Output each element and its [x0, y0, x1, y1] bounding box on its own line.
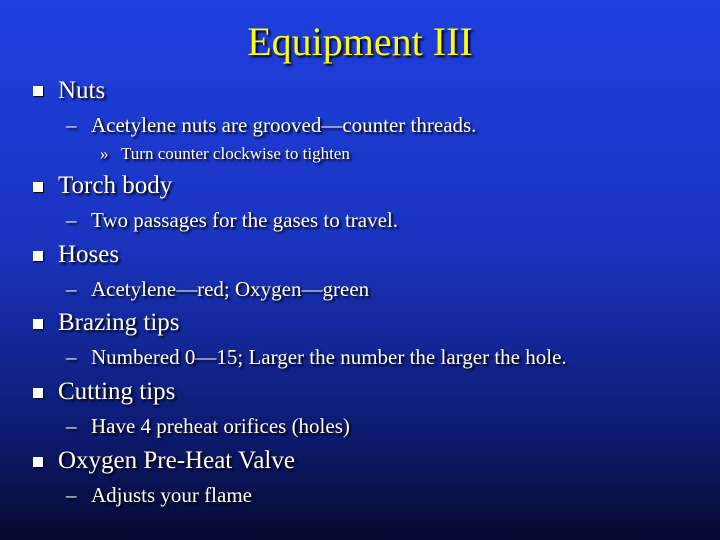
- sub-bullet-nuts: Acetylene nuts are grooved—counter threads.: [91, 113, 477, 137]
- dash-icon: –: [66, 483, 77, 507]
- square-bullet-icon: [33, 388, 43, 398]
- sub-bullet-torch-body: Two passages for the gases to travel.: [91, 208, 399, 232]
- bullet-torch-body: Torch body: [58, 172, 173, 199]
- raquo-icon: »: [100, 144, 109, 163]
- sub-bullet-cutting-tips: Have 4 preheat orifices (holes): [91, 414, 350, 438]
- dash-icon: –: [66, 345, 77, 369]
- square-bullet-icon: [33, 251, 43, 261]
- bullet-oxygen-preheat-valve: Oxygen Pre-Heat Valve: [58, 447, 295, 474]
- square-bullet-icon: [33, 457, 43, 467]
- dash-icon: –: [66, 113, 77, 137]
- sub-bullet-brazing-tips: Numbered 0—15; Larger the number the larger the hole.: [91, 345, 567, 369]
- sub-bullet-oxygen-preheat-valve: Adjusts your flame: [91, 483, 252, 507]
- sub-bullet-hoses: Acetylene—red; Oxygen—green: [91, 277, 370, 301]
- sub-sub-bullet-nuts: Turn counter clockwise to tighten: [121, 144, 350, 163]
- bullet-hoses: Hoses: [58, 241, 120, 268]
- dash-icon: –: [66, 208, 77, 232]
- square-bullet-icon: [33, 182, 43, 192]
- bullet-cutting-tips: Cutting tips: [58, 378, 176, 405]
- bullet-brazing-tips: Brazing tips: [58, 309, 180, 336]
- bullet-nuts: Nuts: [58, 77, 106, 104]
- slide-title: Equipment III: [247, 19, 473, 64]
- dash-icon: –: [66, 277, 77, 301]
- square-bullet-icon: [33, 319, 43, 329]
- square-bullet-icon: [33, 86, 43, 96]
- dash-icon: –: [66, 414, 77, 438]
